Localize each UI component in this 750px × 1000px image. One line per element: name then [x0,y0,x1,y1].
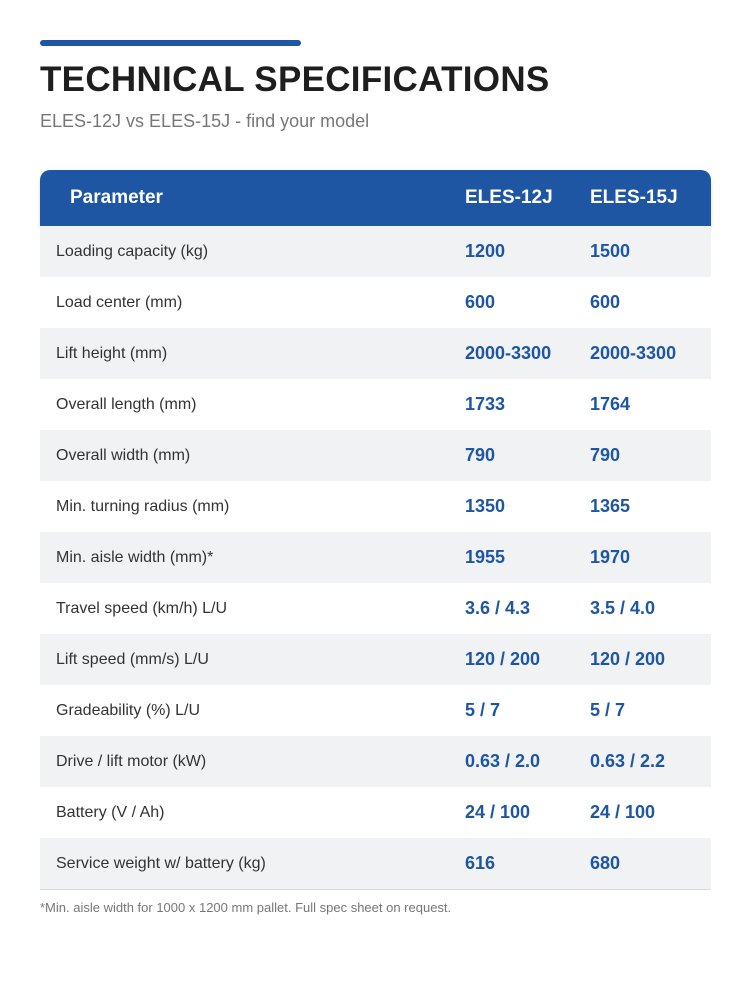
eles-15j-value: 1500 [590,241,631,261]
table-row [40,328,711,379]
spec-table [40,170,711,890]
eles-15j-value: 0.63 / 2.2 [590,751,666,771]
eles-15j-value: 3.5 / 4.0 [590,598,656,618]
table-row [40,736,711,787]
parameter-cell: Lift speed (mm/s) L/U [56,650,209,668]
column-header-eles-15j: ELES-15J [590,187,678,208]
eles-12j-value: 600 [465,292,496,312]
table-row [40,634,711,685]
parameter-cell: Service weight w/ battery (kg) [56,854,266,872]
parameter-cell: Overall width (mm) [56,446,191,464]
parameter-cell: Load center (mm) [56,293,183,311]
parameter-cell: Min. aisle width (mm)* [56,548,214,566]
eles-12j-value: 2000-3300 [465,343,552,363]
eles-15j-value: 1970 [590,547,631,567]
eles-12j-value: 24 / 100 [465,802,531,822]
eles-12j-value: 1350 [465,496,506,516]
eles-12j-value: 1955 [465,547,506,567]
eles-12j-value: 3.6 / 4.3 [465,598,531,618]
eles-15j-value: 680 [590,853,621,873]
table-bottom-border [40,889,711,890]
page-title: TECHNICAL SPECIFICATIONS [40,60,550,99]
eles-12j-value: 790 [465,445,496,465]
table-header [40,170,711,226]
parameter-cell: Overall length (mm) [56,395,197,413]
eles-12j-value: 120 / 200 [465,649,541,669]
table-row [40,481,711,532]
parameter-cell: Lift height (mm) [56,344,168,362]
table-row [40,277,711,328]
eles-15j-value: 1365 [590,496,631,516]
parameter-cell: Min. turning radius (mm) [56,497,230,515]
footnote: *Min. aisle width for 1000 x 1200 mm pallet. Full spec sheet on request. [40,900,452,915]
eles-12j-value: 1200 [465,241,506,261]
table-row [40,838,711,889]
parameter-cell: Loading capacity (kg) [56,242,209,260]
eles-15j-value: 120 / 200 [590,649,666,669]
eles-15j-value: 5 / 7 [590,700,626,720]
eles-15j-value: 790 [590,445,621,465]
table-row [40,379,711,430]
table-row [40,787,711,838]
column-header-parameter: Parameter [70,187,163,208]
parameter-cell: Travel speed (km/h) L/U [56,599,228,617]
eles-12j-value: 0.63 / 2.0 [465,751,541,771]
eles-15j-value: 600 [590,292,621,312]
eles-12j-value: 616 [465,853,496,873]
table-row [40,430,711,481]
page-subtitle: ELES-12J vs ELES-15J - find your model [40,111,370,131]
parameter-cell: Gradeability (%) L/U [56,701,201,719]
accent-bar [40,40,301,46]
column-header-eles-12j: ELES-12J [465,187,553,208]
eles-15j-value: 1764 [590,394,631,414]
table-row [40,685,711,736]
eles-12j-value: 5 / 7 [465,700,501,720]
parameter-cell: Battery (V / Ah) [56,803,165,821]
eles-15j-value: 2000-3300 [590,343,677,363]
parameter-cell: Drive / lift motor (kW) [56,752,207,770]
eles-12j-value: 1733 [465,394,506,414]
table-row [40,532,711,583]
table-row [40,583,711,634]
eles-15j-value: 24 / 100 [590,802,656,822]
table-row [40,226,711,277]
